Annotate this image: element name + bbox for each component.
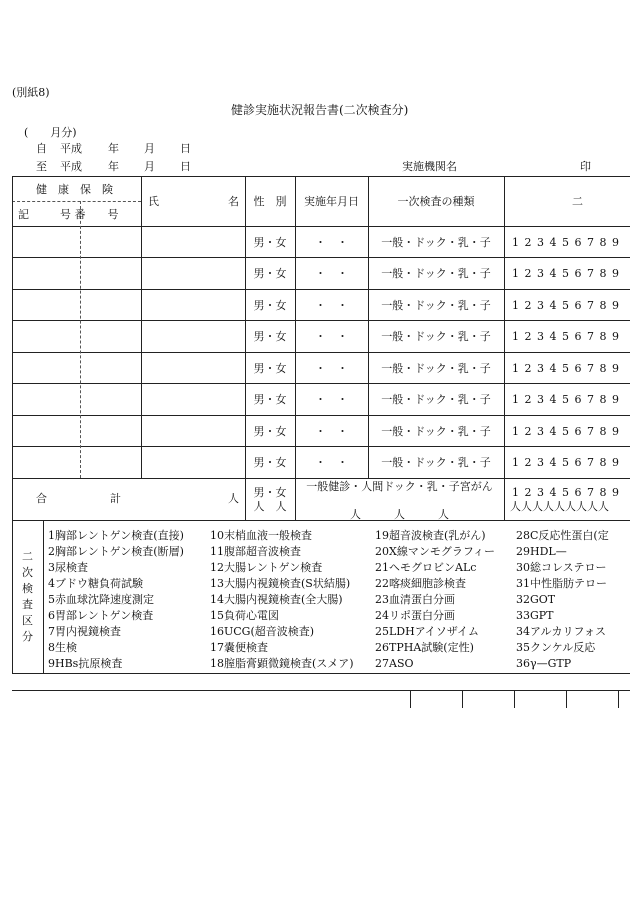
total-type-1: 一般健診・人間ドック・乳・子宮がん — [306, 480, 493, 493]
row-sex: 男・女 — [253, 425, 287, 438]
legend-item: 22喀痰細胞診検査 — [375, 577, 466, 590]
legend-item: 34アルカリフォス — [516, 625, 607, 638]
to-month: 月 — [144, 160, 155, 173]
legend-item: 10末梢血液一般検査 — [210, 529, 312, 542]
from-year: 年 — [108, 142, 119, 155]
total-type-2: 人 人 人 — [350, 508, 449, 521]
row-type: 一般・ドック・乳・子 — [381, 236, 491, 249]
legend-item: 7胃内視鏡検査 — [48, 625, 121, 638]
institution-label: 実施機関名 — [402, 160, 457, 173]
to-era: 平成 — [60, 160, 82, 173]
row-numbers: 1 2 3 4 5 6 7 8 9 — [512, 267, 620, 280]
row-numbers: 1 2 3 4 5 6 7 8 9 — [512, 299, 620, 312]
legend-item: 17嚢便検査 — [210, 641, 268, 654]
row-type: 一般・ドック・乳・子 — [381, 267, 491, 280]
from-month: 月 — [144, 142, 155, 155]
legend-item: 2胸部レントゲン検査(断層) — [48, 545, 184, 558]
legend-item: 1胸部レントゲン検査(直接) — [48, 529, 184, 542]
legend-item: 20X線マンモグラフィー — [375, 545, 495, 558]
legend-item: 28C反応性蛋白(定 — [516, 529, 609, 542]
to-day: 日 — [180, 160, 191, 173]
row-numbers: 1 2 3 4 5 6 7 8 9 — [512, 425, 620, 438]
from-prefix: 自 — [36, 142, 47, 155]
symbol-header: 記 — [18, 208, 29, 221]
total-unit: 人 — [228, 492, 239, 505]
row-sex: 男・女 — [253, 267, 287, 280]
row-date: ・ ・ — [315, 425, 348, 438]
from-day: 日 — [180, 142, 191, 155]
legend-item: 8生検 — [48, 641, 77, 654]
row-type: 一般・ドック・乳・子 — [381, 330, 491, 343]
row-date: ・ ・ — [315, 299, 348, 312]
date-header: 実施年月日 — [304, 195, 359, 208]
page-title: 健診実施状況報告書(二次検査分) — [231, 103, 409, 117]
legend-item: 19超音波検査(乳がん) — [375, 529, 486, 542]
row-type: 一般・ドック・乳・子 — [381, 425, 491, 438]
row-numbers: 1 2 3 4 5 6 7 8 9 — [512, 330, 620, 343]
legend-item: 36γ—GTP — [516, 657, 572, 670]
row-sex: 男・女 — [253, 299, 287, 312]
second-header: 二 — [572, 195, 583, 208]
seal-label: 印 — [580, 160, 591, 173]
legend-item: 13大腸内視鏡検査(S状結腸) — [210, 577, 351, 590]
legend-item: 33GPT — [516, 609, 554, 622]
total-label-2: 計 — [110, 492, 121, 505]
legend-item: 35クンケル反応 — [516, 641, 596, 654]
legend-item: 27ASO — [375, 657, 414, 670]
row-numbers: 1 2 3 4 5 6 7 8 9 — [512, 362, 620, 375]
total-sex-2: 人 人 — [253, 500, 287, 513]
row-sex: 男・女 — [253, 393, 287, 406]
month-label: ( 月分) — [24, 126, 77, 139]
row-type: 一般・ドック・乳・子 — [381, 456, 491, 469]
name-header-2: 名 — [228, 195, 239, 208]
legend-item: 24リポ蛋白分画 — [375, 609, 455, 622]
insurance-header: 健 康 保 険 — [36, 183, 113, 196]
page: (別紙8) 健診実施状況報告書(二次検査分) ( 月分) 自 平成 年 月 日 至 平成 年 月 日 実施機関名 印 健 康 保 険 記 号 番 号 氏 名 性 別 実施年月日 一次検査の種類 二 男・女 ・ ・ 一般・ドック・乳・子 1 2 3 4 5 6 7 8 9 男・女 ・ ・ 一般・ドック・乳・子 1 2 3 4 5 6 7 8 9 男・女 ・ ・ 一般・ドック・乳・子 1 2 3 4 5 6 7 8 9 男・女 ・ ・ 一般・ドック・乳・子 1 2 3 4 5 6 7 8 9 男・女 ・ ・ 一般・ドック・乳・子 1 2 3 4 5 6 7 8 9 男・女 ・ ・ 一般・ドック・乳・子 1 2 3 4 5 6 7 8 9 男・女 ・ ・ 一般・ドック・乳・子 1 2 3 4 5 6 7 8 9 男・女 ・ ・ 一般・ドック・乳・子 1 2 3 4 5 6 7 8 9 合 計 人 男・女 人 人 一般健診・人間ドック・乳・子宮がん 人 人 人 1 2 3 4 5 6 7 8 9 人人人人人人人人人 二 次 検 査 区 分 1胸部レントゲン検査(直接) 2胸部レントゲン検査(断層) 3尿検査 4ブドウ糖負荷試験 5赤血球沈降速度測定 6胃部レントゲン検査 7胃内視鏡検査 8生検 9HBs抗原検査 10末梢血液一般検査 11腹部超音波検査 12大腸レントゲン検査 13大腸内視鏡検査(S状結腸) 14大腸内視鏡検査(全大腸) 15負荷心電図 16UCG(超音波検査) 17嚢便検査 18膣脂膏顕微鏡検査(スメア) 19超音波検査(乳がん) 20X線マンモグラフィー 21ヘモグロビンALc 22喀痰細胞診検査 23血清蛋白分画 24リポ蛋白分画 25LDHアイソザイム 26TPHA試験(定性) 27ASO 28C反応性蛋白(定 29HDL— 30総コレステロー 31中性脂肪テロー 32GOT 33GPT 34アルカリフォス 35クンケル反応 36γ—GTP — [0, 0, 630, 916]
row-numbers: 1 2 3 4 5 6 7 8 9 — [512, 236, 620, 249]
row-type: 一般・ドック・乳・子 — [381, 362, 491, 375]
legend-item: 11腹部超音波検査 — [210, 545, 301, 558]
row-numbers: 1 2 3 4 5 6 7 8 9 — [512, 393, 620, 406]
legend-item: 4ブドウ糖負荷試験 — [48, 577, 143, 590]
legend-item: 32GOT — [516, 593, 556, 606]
legend-item: 14大腸内視鏡検査(全大腸) — [210, 593, 343, 606]
type-header: 一次検査の種類 — [397, 195, 475, 208]
row-date: ・ ・ — [315, 267, 348, 280]
row-date: ・ ・ — [315, 393, 348, 406]
to-prefix: 至 — [36, 160, 47, 173]
legend-item: 5赤血球沈降速度測定 — [48, 593, 154, 606]
row-sex: 男・女 — [253, 330, 287, 343]
from-era: 平成 — [60, 142, 82, 155]
total-sex-1: 男・女 — [253, 486, 287, 499]
legend-item: 3尿検査 — [48, 561, 88, 574]
legend-item: 21ヘモグロビンALc — [375, 561, 477, 574]
row-date: ・ ・ — [315, 456, 348, 469]
legend-item: 16UCG(超音波検査) — [210, 625, 315, 638]
row-sex: 男・女 — [253, 362, 287, 375]
total-numbers: 1 2 3 4 5 6 7 8 9 — [512, 486, 620, 499]
row-numbers: 1 2 3 4 5 6 7 8 9 — [512, 456, 620, 469]
legend-item: 9HBs抗原検査 — [48, 657, 123, 670]
row-date: ・ ・ — [315, 236, 348, 249]
total-numbers-unit: 人人人人人人人人人 — [510, 500, 609, 513]
legend-item: 30総コレステロー — [516, 561, 607, 574]
legend-item: 31中性脂肪テロー — [516, 577, 607, 590]
legend-item: 15負荷心電図 — [210, 609, 279, 622]
legend-item: 18膣脂膏顕微鏡検査(スメア) — [210, 657, 354, 670]
legend-item: 25LDHアイソザイム — [375, 625, 479, 638]
legend-item: 6胃部レントゲン検査 — [48, 609, 154, 622]
sex-header: 性 別 — [253, 195, 287, 208]
to-year: 年 — [108, 160, 119, 173]
row-type: 一般・ドック・乳・子 — [381, 393, 491, 406]
legend-item: 12大腸レントゲン検査 — [210, 561, 323, 574]
row-date: ・ ・ — [315, 362, 348, 375]
total-label-1: 合 — [36, 492, 47, 505]
legend-column-4 — [516, 520, 630, 673]
attachment-label: (別紙8) — [12, 86, 50, 99]
row-sex: 男・女 — [253, 456, 287, 469]
number-header: 号 番 号 — [60, 208, 119, 221]
row-type: 一般・ドック・乳・子 — [381, 299, 491, 312]
legend-item: 26TPHA試験(定性) — [375, 641, 474, 654]
name-header-1: 氏 — [148, 195, 159, 208]
legend-item: 29HDL— — [516, 545, 567, 558]
row-sex: 男・女 — [253, 236, 287, 249]
row-date: ・ ・ — [315, 330, 348, 343]
legend-item: 23血清蛋白分画 — [375, 593, 455, 606]
